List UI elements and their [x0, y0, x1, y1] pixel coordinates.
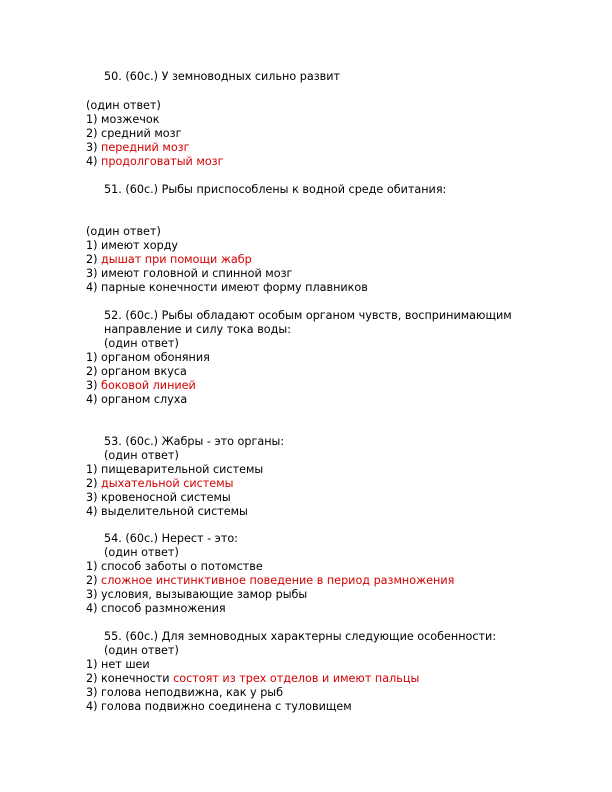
- option-number: 2): [86, 253, 98, 266]
- option-text: органом вкуса: [101, 365, 187, 378]
- option-number: 2): [86, 365, 98, 378]
- question-55-title: 55. (60c.) Для земноводных характерны следующие особенности:: [104, 630, 497, 643]
- option-number: 3): [86, 491, 98, 504]
- option-number: 4): [86, 700, 98, 713]
- option-number: 2): [86, 672, 98, 685]
- option-number: 3): [86, 379, 98, 392]
- correct-option-text: сложное инстинктивное поведение в период размножения: [101, 574, 455, 587]
- question-50-option-1: [86, 113, 159, 127]
- question-50-mode: (один ответ): [86, 99, 161, 112]
- question-53-option-2: [86, 477, 233, 491]
- option-text: средний мозг: [101, 127, 182, 140]
- question-51-option-2: [86, 253, 252, 267]
- option-text: пищеварительной системы: [101, 463, 264, 476]
- option-text: конечности: [101, 672, 170, 685]
- correct-option-text: продолговатый мозг: [101, 155, 224, 168]
- option-number: 4): [86, 602, 98, 615]
- correct-option-text: боковой линией: [101, 379, 196, 392]
- correct-option-text: дыхательной системы: [101, 477, 234, 490]
- option-number: 2): [86, 477, 98, 490]
- option-text: органом обоняния: [101, 351, 210, 364]
- option-number: 2): [86, 127, 98, 140]
- question-55-option-3: [86, 686, 283, 700]
- question-55-option-4: [86, 700, 352, 714]
- option-number: 1): [86, 113, 98, 126]
- question-51-title: 51. (60c.) Рыбы приспособлены к водной среде обитания:: [104, 183, 447, 196]
- option-text: имеют головной и спинной мозг: [101, 267, 293, 280]
- question-55-option-1: [86, 658, 150, 672]
- option-number: 4): [86, 393, 98, 406]
- option-text: мозжечок: [101, 113, 160, 126]
- question-50-option-3: [86, 141, 190, 155]
- option-text: имеют хорду: [101, 239, 179, 252]
- option-number: 3): [86, 588, 98, 601]
- question-51-option-4: [86, 281, 368, 295]
- option-number: 3): [86, 267, 98, 280]
- question-54-option-2: [86, 574, 454, 588]
- question-51-mode: (один ответ): [86, 225, 161, 238]
- option-number: 4): [86, 505, 98, 518]
- option-number: 3): [86, 141, 98, 154]
- question-52-title-line-1: 52. (60c.) Рыбы обладают особым органом чувств, воспринимающим: [104, 309, 512, 322]
- option-text: способ заботы о потомстве: [101, 560, 263, 573]
- question-51-option-1: [86, 239, 178, 253]
- option-text: нет шеи: [101, 658, 150, 671]
- question-50-option-2: [86, 127, 181, 141]
- question-52-option-2: [86, 365, 187, 379]
- question-54-title: 54. (60c.) Нерест - это:: [104, 532, 238, 545]
- option-text: голова неподвижна, как у рыб: [101, 686, 284, 699]
- option-text: кровеносной системы: [101, 491, 231, 504]
- question-55-option-2: [86, 672, 419, 686]
- option-text: выделительной системы: [101, 505, 248, 518]
- option-number: 1): [86, 239, 98, 252]
- question-53-option-3: [86, 491, 231, 505]
- question-52-title-line-2: направление и силу тока воды:: [104, 323, 291, 336]
- option-number: 3): [86, 686, 98, 699]
- correct-option-text: состоят из трех отделов и имеют пальцы: [173, 672, 420, 685]
- option-number: 2): [86, 574, 98, 587]
- option-text: органом слуха: [101, 393, 188, 406]
- option-text: условия, вызывающие замор рыбы: [101, 588, 308, 601]
- option-number: 1): [86, 463, 98, 476]
- correct-option-text: передний мозг: [101, 141, 190, 154]
- option-number: 4): [86, 281, 98, 294]
- question-54-option-3: [86, 588, 307, 602]
- question-54-option-4: [86, 602, 226, 616]
- option-number: 4): [86, 155, 98, 168]
- question-52-mode: (один ответ): [104, 337, 179, 350]
- question-55-mode: (один ответ): [104, 644, 179, 657]
- option-text: голова подвижно соединена с туловищем: [101, 700, 352, 713]
- correct-option-text: дышат при помощи жабр: [101, 253, 252, 266]
- question-50-title: 50. (60c.) У земноводных сильно развит: [104, 70, 341, 83]
- question-53-mode: (один ответ): [104, 449, 179, 462]
- option-number: 1): [86, 351, 98, 364]
- question-52-option-3: [86, 379, 196, 393]
- question-51-option-3: [86, 267, 292, 281]
- question-53-option-4: [86, 505, 248, 519]
- option-text: способ размножения: [101, 602, 226, 615]
- question-54-option-1: [86, 560, 263, 574]
- question-54-mode: (один ответ): [104, 546, 179, 559]
- question-52-option-1: [86, 351, 210, 365]
- question-53-option-1: [86, 463, 263, 477]
- option-number: 1): [86, 658, 98, 671]
- option-text: парные конечности имеют форму плавников: [101, 281, 368, 294]
- question-52-option-4: [86, 393, 187, 407]
- question-53-title: 53. (60c.) Жабры - это органы:: [104, 435, 285, 448]
- option-number: 1): [86, 560, 98, 573]
- question-50-option-4: [86, 155, 224, 169]
